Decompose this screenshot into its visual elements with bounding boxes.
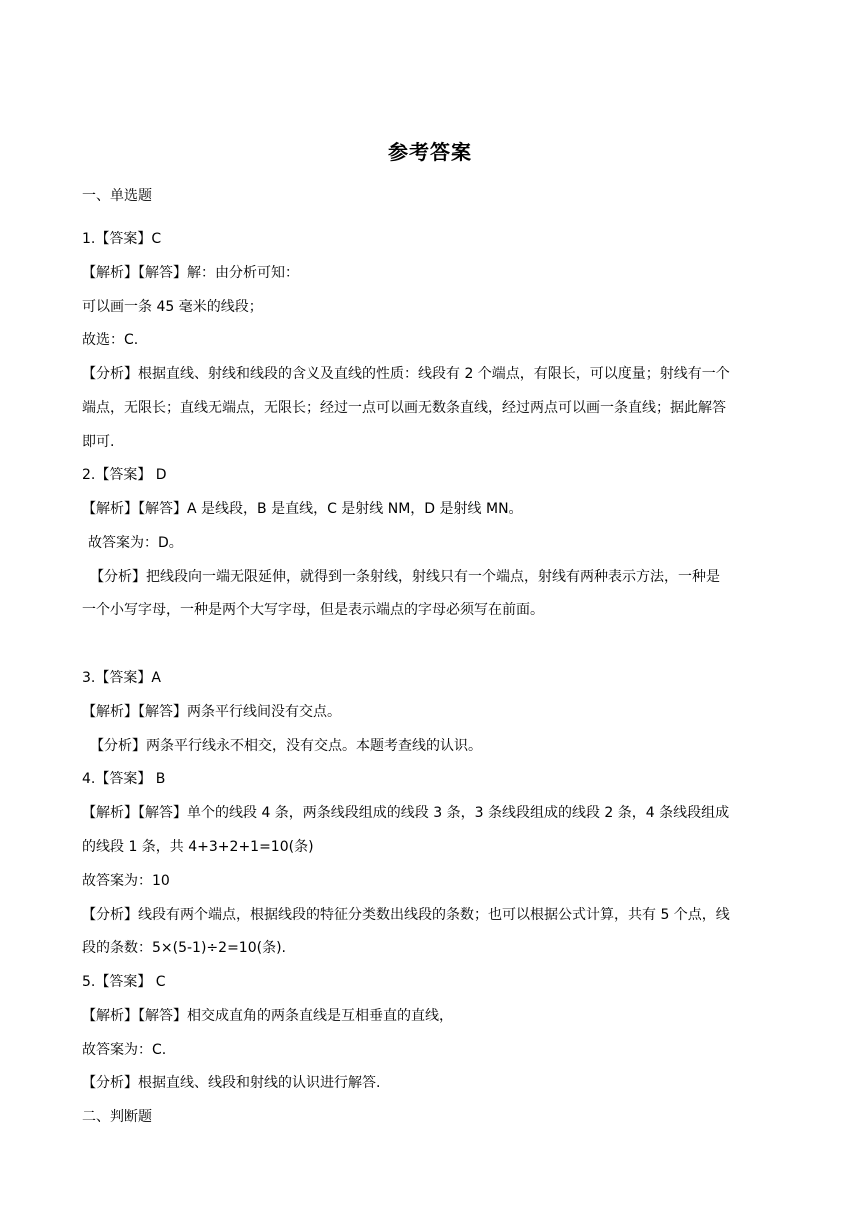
q4-analysis-line: 【解析】【解答】单个的线段 4 条，两条线段组成的线段 3 条，3 条线段组成的线段 2 条，4 条线段组成 [82, 805, 730, 821]
q1-note-line: 端点，无限长；直线无端点，无限长；经过一点可以画无数条直线，经过两点可以画一条直线；据此解答 [82, 400, 726, 416]
q4-note-line: 段的条数：5×(5-1)÷2=10(条). [82, 940, 286, 956]
q5-answer: 5.【答案】 C [82, 974, 166, 990]
q1-note-line: 即可. [82, 434, 115, 450]
q5-analysis-line: 【解析】【解答】相交成直角的两条直线是互相垂直的直线， [82, 1008, 453, 1024]
q3-note-line: 【分析】两条平行线永不相交，没有交点。本题考查线的认识。 [90, 738, 482, 754]
q2-note-line: 【分析】把线段向一端无限延伸，就得到一条射线，射线只有一个端点，射线有两种表示方法，一种是 [90, 569, 720, 585]
q2-analysis-line: 故答案为：D。 [88, 535, 183, 551]
q4-answer: 4.【答案】 B [82, 771, 166, 787]
q2-answer: 2.【答案】 D [82, 467, 167, 483]
q1-note-line: 【分析】根据直线、射线和线段的含义及直线的性质：线段有 2 个端点，有限长，可以度量；射线有一个 [82, 366, 730, 382]
page-title: 参考答案 [388, 140, 472, 164]
q3-answer: 3.【答案】A [82, 670, 161, 686]
q1-analysis-line: 故选：C. [82, 332, 139, 348]
q1-analysis-line: 【解析】【解答】解：由分析可知： [82, 265, 299, 281]
q3-analysis-line: 【解析】【解答】两条平行线间没有交点。 [82, 704, 341, 720]
q1-analysis-line: 可以画一条 45 毫米的线段； [82, 299, 263, 315]
section-heading-single-choice: 一、单选题 [82, 188, 152, 204]
q1-answer: 1.【答案】C [82, 231, 162, 247]
q4-analysis-line: 的线段 1 条，共 4+3+2+1=10(条) [82, 839, 314, 855]
q2-analysis-line: 【解析】【解答】A 是线段，B 是直线，C 是射线 NM，D 是射线 MN。 [82, 501, 523, 517]
q4-note-line: 【分析】线段有两个端点，根据线段的特征分类数出线段的条数；也可以根据公式计算，共有 5 个点，线 [82, 907, 730, 923]
q5-analysis-line: 故答案为：C. [82, 1042, 167, 1058]
section-heading-true-false: 二、判断题 [82, 1109, 152, 1125]
q2-note-line: 一个小写字母，一种是两个大写字母，但是表示端点的字母必须写在前面。 [82, 602, 544, 618]
q4-analysis-line: 故答案为：10 [82, 873, 170, 889]
q5-note-line: 【分析】根据直线、线段和射线的认识进行解答. [82, 1075, 381, 1091]
